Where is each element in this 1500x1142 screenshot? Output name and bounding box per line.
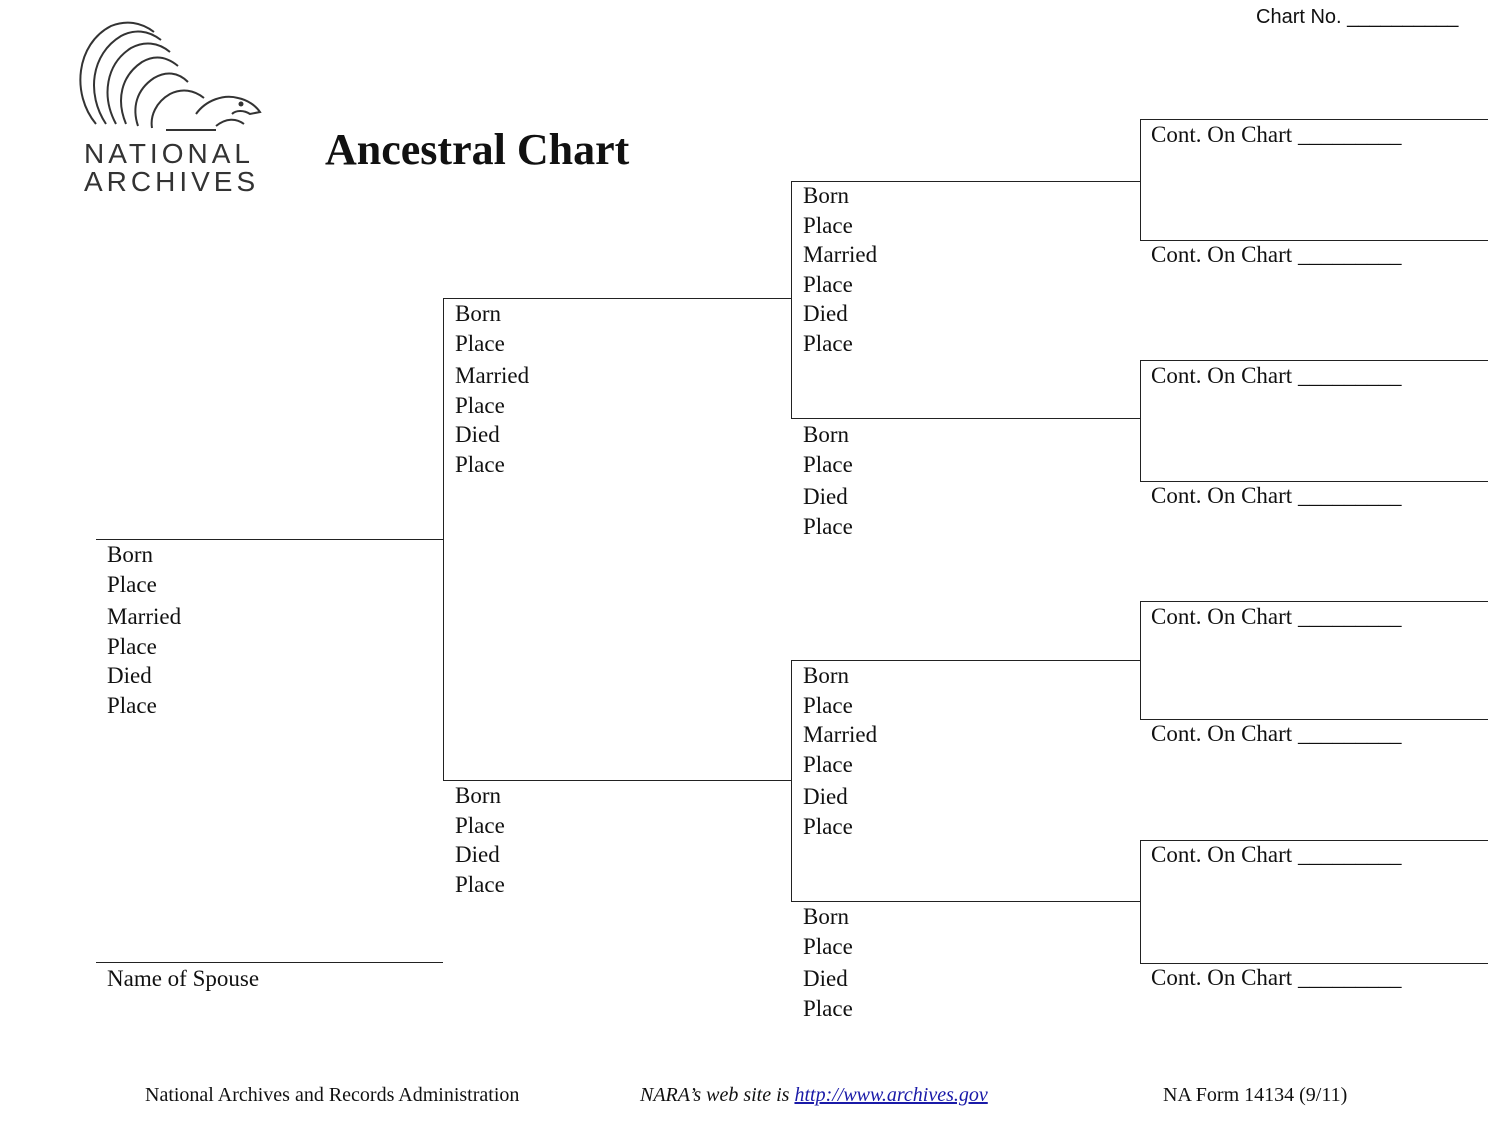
- place-label: Place: [803, 212, 853, 238]
- page-title: Ancestral Chart: [325, 125, 630, 174]
- died-label: Died: [803, 484, 848, 509]
- gen3-connector-1: [1140, 119, 1141, 240]
- place-label: Place: [455, 451, 505, 477]
- place-label: Place: [803, 451, 853, 477]
- eagle-icon: [66, 14, 266, 134]
- gen3-connector-4: [1140, 840, 1141, 963]
- website-link[interactable]: http://www.archives.gov: [794, 1084, 988, 1106]
- married-label: Married: [803, 722, 878, 747]
- gen3-maternal-grandmother-fields: [803, 902, 853, 1023]
- cont-on-chart-4: Cont. On Chart _________: [1151, 483, 1402, 508]
- gen1-person-fields: [107, 540, 181, 720]
- died-label: Died: [455, 422, 500, 447]
- gen4-line-1: [1140, 119, 1488, 120]
- died-label: Died: [803, 784, 848, 809]
- national-archives-logo: [66, 14, 266, 197]
- born-label: Born: [455, 783, 501, 808]
- place-label: Place: [803, 692, 853, 718]
- gen2-father-fields: [455, 299, 529, 479]
- place-label: Place: [803, 271, 853, 297]
- place-label: Place: [803, 751, 853, 777]
- gen3-connector-2: [1140, 360, 1141, 481]
- gen2-mother-connector: [791, 660, 792, 902]
- born-label: Born: [803, 663, 849, 688]
- footer-website: [640, 1084, 988, 1107]
- gen3-connector-3: [1140, 601, 1141, 719]
- gen3-paternal-grandfather-fields: [803, 181, 877, 358]
- born-label: Born: [455, 301, 501, 326]
- footer-agency: National Archives and Records Administration: [145, 1084, 520, 1106]
- place-label: Place: [107, 633, 157, 659]
- gen3-paternal-grandmother-line: [791, 418, 1140, 419]
- died-label: Died: [803, 966, 848, 991]
- cont-on-chart-8: Cont. On Chart _________: [1151, 965, 1402, 990]
- born-label: Born: [803, 183, 849, 208]
- chart-number-label: Chart No. __________: [1256, 6, 1459, 28]
- cont-on-chart-5: Cont. On Chart _________: [1151, 604, 1402, 629]
- gen4-line-3: [1140, 360, 1488, 361]
- footer-website-prefix: NARA’s web site is: [640, 1084, 795, 1106]
- place-label: Place: [803, 933, 853, 959]
- died-label: Died: [455, 842, 500, 867]
- cont-on-chart-7: Cont. On Chart _________: [1151, 842, 1402, 867]
- place-label: Place: [455, 392, 505, 418]
- footer-form-number: NA Form 14134 (9/11): [1163, 1084, 1348, 1106]
- place-label: Place: [803, 330, 853, 356]
- died-label: Died: [803, 301, 848, 326]
- cont-on-chart-3: Cont. On Chart _________: [1151, 363, 1402, 388]
- logo-text-archives: ARCHIVES: [84, 166, 260, 197]
- gen3-paternal-grandmother-fields: [803, 420, 853, 541]
- born-label: Born: [803, 904, 849, 929]
- married-label: Married: [455, 363, 530, 388]
- gen4-line-5: [1140, 601, 1488, 602]
- place-label: Place: [107, 571, 157, 597]
- logo-text-national: NATIONAL: [84, 138, 254, 169]
- place-label: Place: [455, 871, 505, 897]
- place-label: Place: [803, 513, 853, 539]
- place-label: Place: [107, 692, 157, 718]
- gen1-connector: [443, 298, 444, 781]
- born-label: Born: [803, 422, 849, 447]
- gen3-maternal-grandfather-fields: [803, 661, 877, 841]
- place-label: Place: [455, 812, 505, 838]
- married-label: Married: [107, 604, 182, 629]
- place-label: Place: [455, 330, 505, 356]
- died-label: Died: [107, 663, 152, 688]
- married-label: Married: [803, 242, 878, 267]
- cont-on-chart-1: Cont. On Chart _________: [1151, 122, 1402, 147]
- place-label: Place: [803, 813, 853, 839]
- spouse-line: [96, 962, 443, 963]
- gen2-father-connector: [791, 181, 792, 419]
- cont-on-chart-2: Cont. On Chart _________: [1151, 242, 1402, 267]
- born-label: Born: [107, 542, 153, 567]
- cont-on-chart-6: Cont. On Chart _________: [1151, 721, 1402, 746]
- place-label: Place: [803, 995, 853, 1021]
- gen2-mother-fields: [455, 781, 505, 899]
- spouse-name-label: Name of Spouse: [107, 966, 260, 991]
